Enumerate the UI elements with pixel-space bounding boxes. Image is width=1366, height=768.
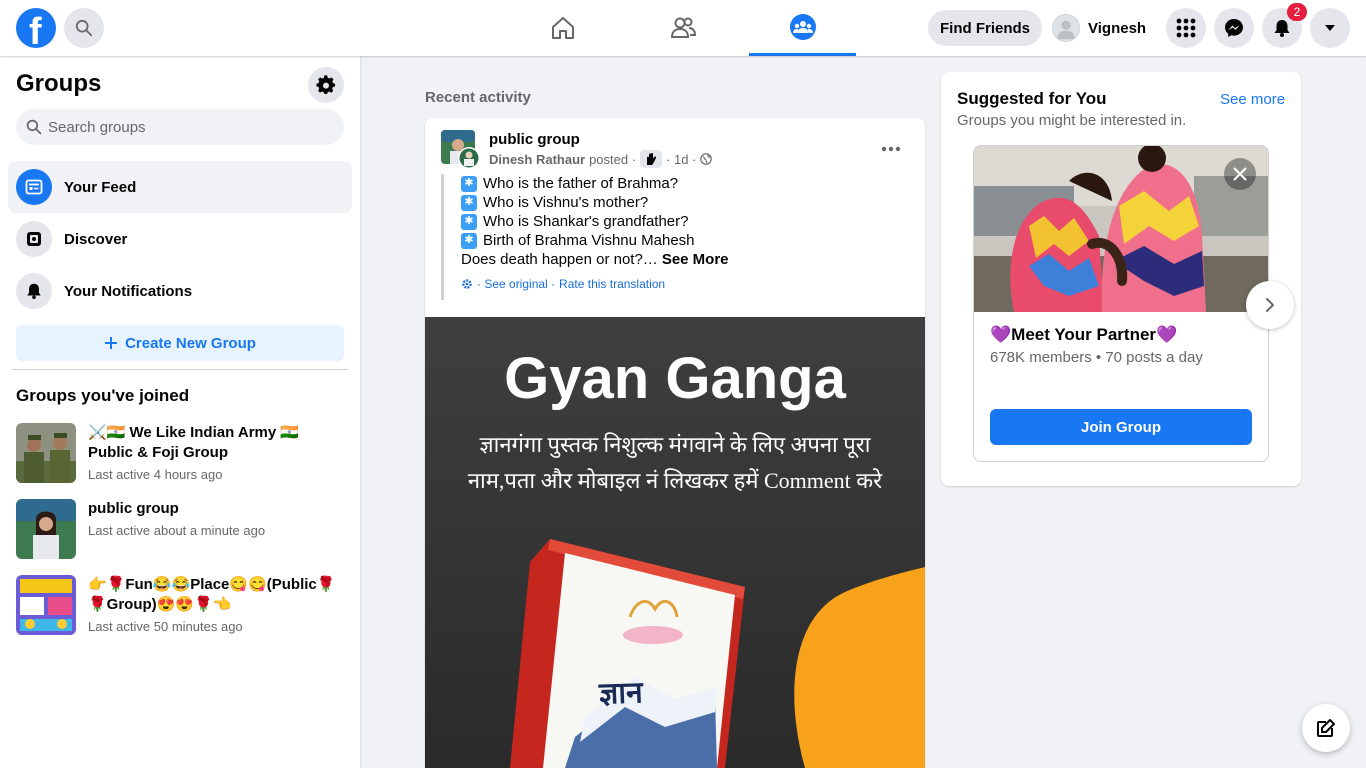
discover-icon — [25, 230, 43, 248]
feed-post — [425, 118, 925, 768]
tab-groups[interactable] — [749, 0, 856, 56]
group-name: public group — [88, 500, 179, 517]
post-line: ✱ Who is Vishnu's mother? — [461, 193, 909, 212]
facebook-logo[interactable]: f — [16, 8, 56, 48]
sidebar-item-notifications[interactable] — [8, 265, 352, 317]
gear-icon — [316, 75, 336, 95]
chevron-right-icon — [1262, 297, 1278, 313]
divider — [12, 369, 348, 370]
see-more-link[interactable]: See More — [661, 251, 729, 268]
public-globe-icon — [700, 153, 712, 165]
translation-bar — [461, 277, 909, 291]
snowflake-emoji-icon: ✱ — [461, 176, 477, 192]
post-text — [441, 174, 909, 300]
see-original-link[interactable]: · See original · — [477, 277, 556, 291]
image-caption-line: नाम,पता और मोबाइल नं लिखकर हमें Comment करे — [467, 468, 883, 493]
join-group-button[interactable]: Join Group — [990, 409, 1252, 445]
member-badge-icon — [640, 150, 662, 168]
page-title: Groups — [16, 70, 102, 97]
caret-down-icon — [1322, 20, 1338, 36]
group-thumbnail — [16, 575, 76, 635]
grid-menu-icon — [1176, 18, 1196, 38]
new-message-button[interactable] — [1302, 704, 1350, 752]
search-icon — [26, 119, 42, 135]
post-line: ✱ Birth of Brahma Vishnu Mahesh — [461, 231, 909, 250]
suggested-group-stats: 678K members • 70 posts a day — [990, 349, 1203, 366]
sidebar-item-label: Your Feed — [64, 178, 137, 196]
sidebar-item-discover[interactable] — [8, 213, 352, 265]
joined-groups-heading: Groups you've joined — [16, 386, 190, 405]
find-friends-button[interactable]: Find Friends — [928, 10, 1042, 46]
compose-icon — [1316, 718, 1336, 738]
tab-home[interactable] — [509, 0, 616, 56]
image-title: Gyan Ganga — [504, 346, 846, 411]
group-cover-image — [974, 146, 1269, 312]
group-thumbnail — [16, 499, 76, 559]
suggested-subtitle: Groups you might be interested in. — [957, 112, 1187, 129]
post-line: Does death happen or not?… See More — [461, 251, 729, 268]
groups-sidebar — [0, 56, 360, 768]
snowflake-emoji-icon: ✱ — [461, 195, 477, 211]
post-meta: Dinesh Rathaur posted · · 1d · — [489, 150, 712, 168]
group-activity: Last active about a minute ago — [88, 523, 266, 538]
search-icon — [75, 19, 93, 37]
group-name: ⚔️🇮🇳 We Like Indian Army 🇮🇳 Public & Foji Group — [88, 424, 300, 461]
post-line: ✱ Who is Shankar's grandfather? — [461, 212, 909, 231]
bell-icon — [25, 282, 43, 300]
group-activity: Last active 4 hours ago — [88, 467, 223, 482]
default-avatar-icon — [1053, 14, 1079, 42]
joined-group-item[interactable] — [16, 499, 348, 559]
sidebar-item-label: Discover — [64, 230, 128, 248]
sidebar-item-your-feed[interactable] — [8, 161, 352, 213]
snowflake-emoji-icon: ✱ — [461, 214, 477, 230]
post-line: ✱ Who is the father of Brahma? — [461, 174, 909, 193]
more-horizontal-icon — [881, 146, 901, 152]
sidebar-item-label: Your Notifications — [64, 282, 193, 300]
suggested-group-name[interactable]: 💜Meet Your Partner💜 — [990, 325, 1178, 344]
settings-button[interactable] — [308, 67, 344, 103]
avatar — [1052, 14, 1080, 42]
suggested-groups-panel — [941, 72, 1301, 486]
post-group-name[interactable]: public group — [489, 131, 580, 148]
book-title: ज्ञान — [598, 676, 644, 711]
joined-group-item[interactable] — [16, 423, 348, 487]
rate-translation-link[interactable]: Rate this translation — [559, 277, 666, 291]
gear-icon — [461, 278, 473, 290]
create-new-group-button[interactable]: Create New Group — [16, 325, 344, 361]
group-name: 👉🌹Fun😂😂Place😋😋(Public🌹🌹Group)😍😍🌹👈 — [88, 576, 336, 613]
image-caption-line: ज्ञानगंगा पुस्तक निशुल्क मंगवाने के लिए अपना पूरा — [479, 432, 871, 457]
suggested-group-card[interactable] — [973, 145, 1269, 462]
friends-icon — [669, 14, 697, 42]
post-group-avatar[interactable] — [441, 130, 481, 170]
recent-activity-heading: Recent activity — [425, 89, 531, 106]
account-button[interactable] — [1310, 8, 1350, 48]
see-more-link[interactable]: See more — [1220, 91, 1286, 108]
post-image[interactable] — [425, 317, 925, 768]
search-groups-input[interactable] — [48, 119, 328, 136]
notifications-badge: 2 — [1287, 3, 1307, 21]
profile-button[interactable] — [1052, 12, 1146, 44]
bell-icon — [1272, 18, 1292, 38]
feed-icon — [25, 178, 43, 196]
joined-group-item[interactable] — [16, 575, 348, 639]
top-navigation-bar — [0, 0, 1366, 56]
close-icon — [1233, 167, 1247, 181]
suggested-title: Suggested for You — [957, 89, 1107, 108]
profile-name: Vignesh — [1088, 19, 1147, 37]
snowflake-emoji-icon: ✱ — [461, 233, 477, 249]
group-activity: Last active 50 minutes ago — [88, 619, 243, 634]
search-groups-field[interactable] — [16, 109, 344, 145]
search-button[interactable] — [64, 8, 104, 48]
post-author[interactable]: Dinesh Rathaur — [489, 151, 586, 167]
post-options-button[interactable] — [875, 133, 907, 165]
messenger-icon — [1224, 18, 1244, 38]
groups-icon — [789, 13, 817, 41]
menu-button[interactable] — [1166, 8, 1206, 48]
messenger-button[interactable] — [1214, 8, 1254, 48]
group-thumbnail — [16, 423, 76, 483]
tab-friends[interactable] — [629, 0, 736, 56]
plus-icon — [104, 336, 118, 350]
dismiss-suggestion-button[interactable] — [1224, 158, 1256, 190]
next-suggestion-button[interactable] — [1246, 281, 1294, 329]
home-icon — [549, 14, 577, 42]
